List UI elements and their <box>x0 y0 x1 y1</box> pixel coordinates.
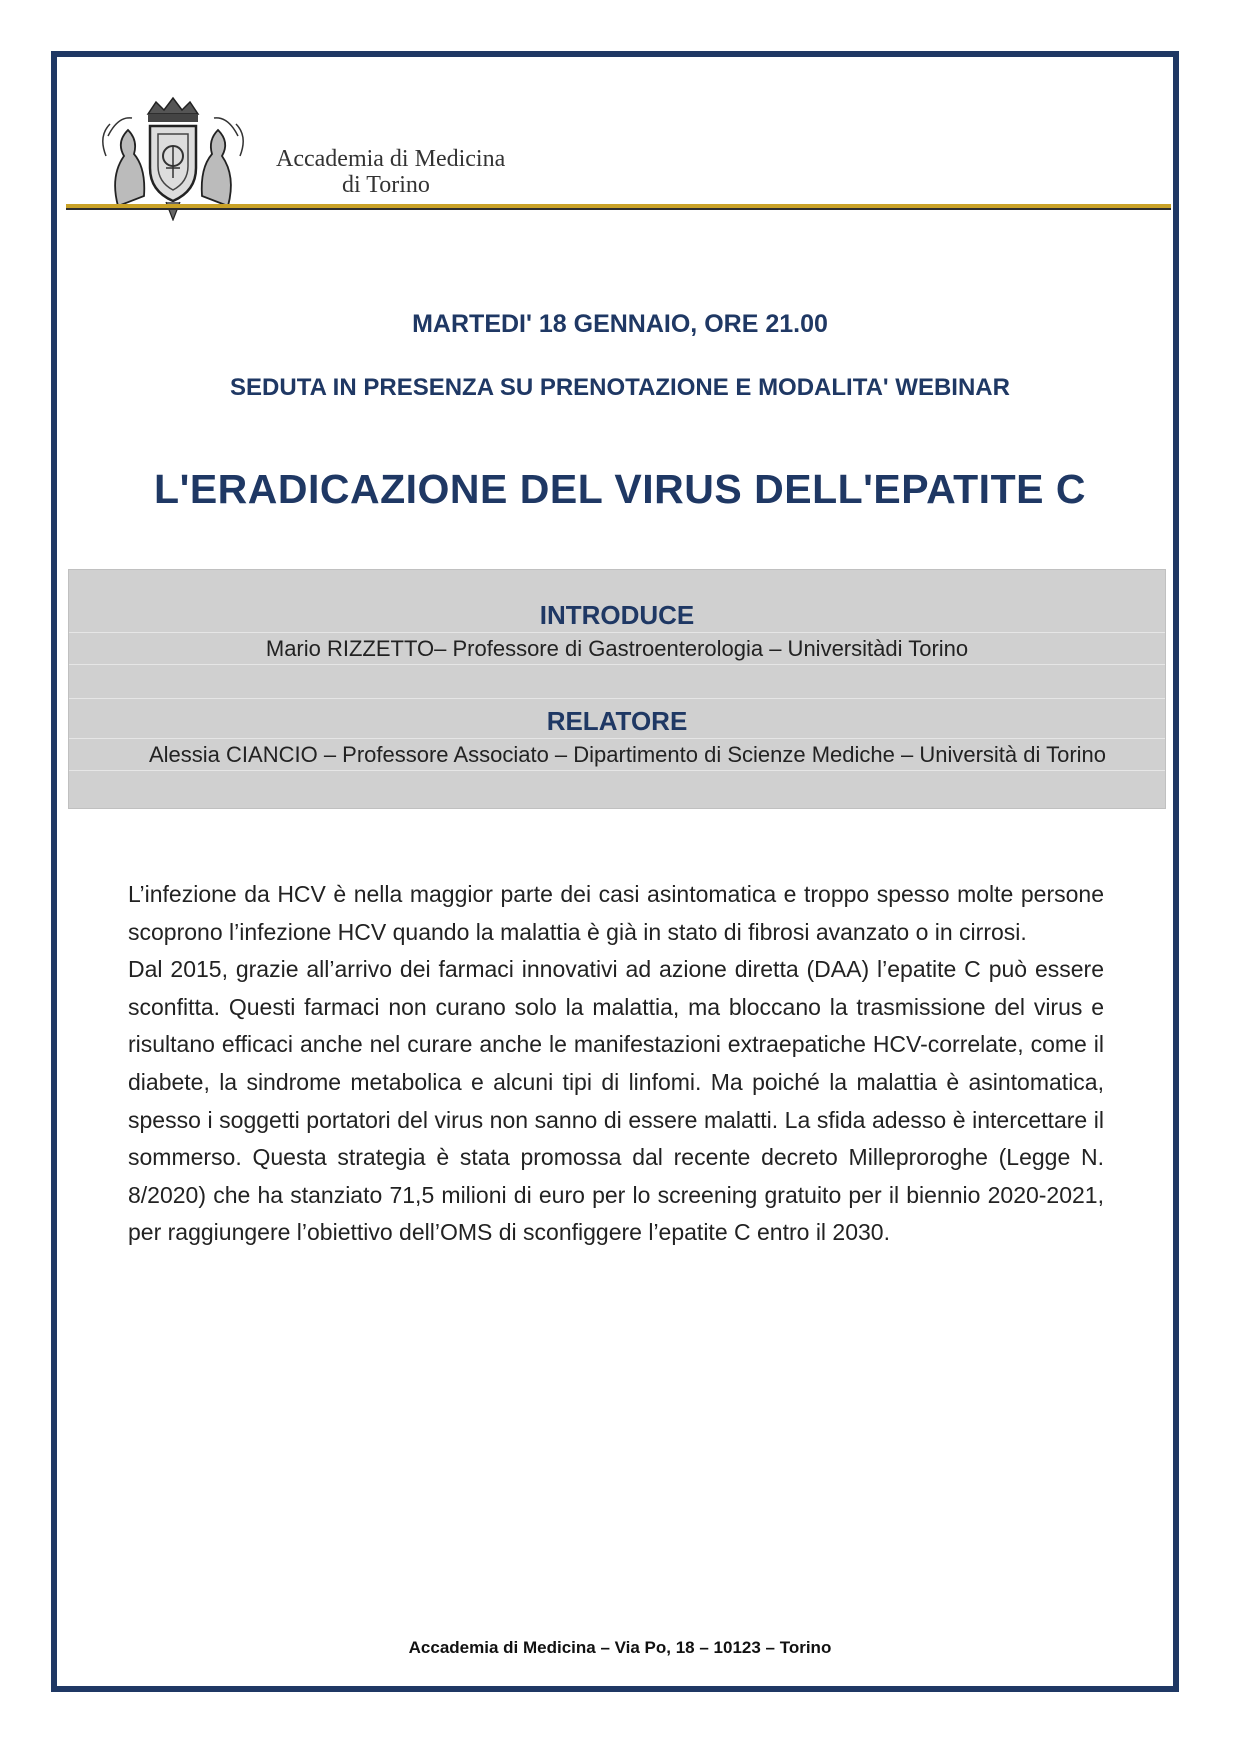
page-title: L'ERADICAZIONE DEL VIRUS DELL'EPATITE C <box>154 466 1086 512</box>
academy-name-line2: di Torino <box>342 172 430 198</box>
divider <box>69 770 1165 771</box>
event-date: MARTEDI' 18 GENNAIO, ORE 21.00 <box>412 310 828 338</box>
divider <box>69 698 1165 699</box>
relatore-heading: RELATORE <box>546 706 688 736</box>
description <box>128 876 1104 1252</box>
letterhead <box>66 96 1166 221</box>
coat-of-arms-icon <box>88 96 258 221</box>
academy-name-line1: Accademia di Medicina <box>276 146 506 172</box>
description-paragraph-2: Dal 2015, grazie all’arrivo dei farmaci innovativi ad azione diretta (DAA) l’epatite C può essere sconfitta. Questi farmaci non curano solo la malattia, ma bloccano la trasmissione del virus e risultano efficaci anche nel curare anche le manifestazioni extraepatiche HCV-correlate, come il diabete, la sindrome metabolica e alcuni tipi di linfomi. Ma poiché la malattia è asintomatica, spesso i soggetti portatori del virus non sanno di essere malatti. La sfida adesso è intercettare il sommerso. Questa strategia è stata promossa dal recente decreto Milleproroghe (Legge N. 8/2020) che ha stanziato 71,5 milioni di euro per lo screening gratuito per il biennio 2020-2021, per raggiungere l’obiettivo dell’OMS di sconfiggere l’epatite C entro il 2030. <box>128 956 1104 1246</box>
footer-address: Accademia di Medicina – Via Po, 18 – 10123 – Torino <box>408 1638 832 1657</box>
divider <box>69 664 1165 665</box>
divider <box>69 632 1165 633</box>
introduce-heading: INTRODUCE <box>539 600 695 630</box>
event-mode: SEDUTA IN PRESENZA SU PRENOTAZIONE E MODALITA' WEBINAR <box>230 374 1010 401</box>
description-paragraph-1: L’infezione da HCV è nella maggior parte dei casi asintomatica e troppo spesso molte persone scoprono l’infezione HCV quando la malattia è già in stato di fibrosi avanzato o in cirrosi. <box>128 881 1104 945</box>
divider <box>69 738 1165 739</box>
relatore-speaker: Alessia CIANCIO – Professore Associato – Dipartimento di Scienze Mediche – Università di Torino <box>149 742 1107 767</box>
introduce-speaker: Mario RIZZETTO– Professore di Gastroenterologia – Universitàdi Torino <box>265 636 969 661</box>
academy-name <box>276 146 505 198</box>
page-border <box>51 51 1179 1692</box>
speakers-box <box>68 569 1166 809</box>
dark-divider <box>66 208 1171 210</box>
